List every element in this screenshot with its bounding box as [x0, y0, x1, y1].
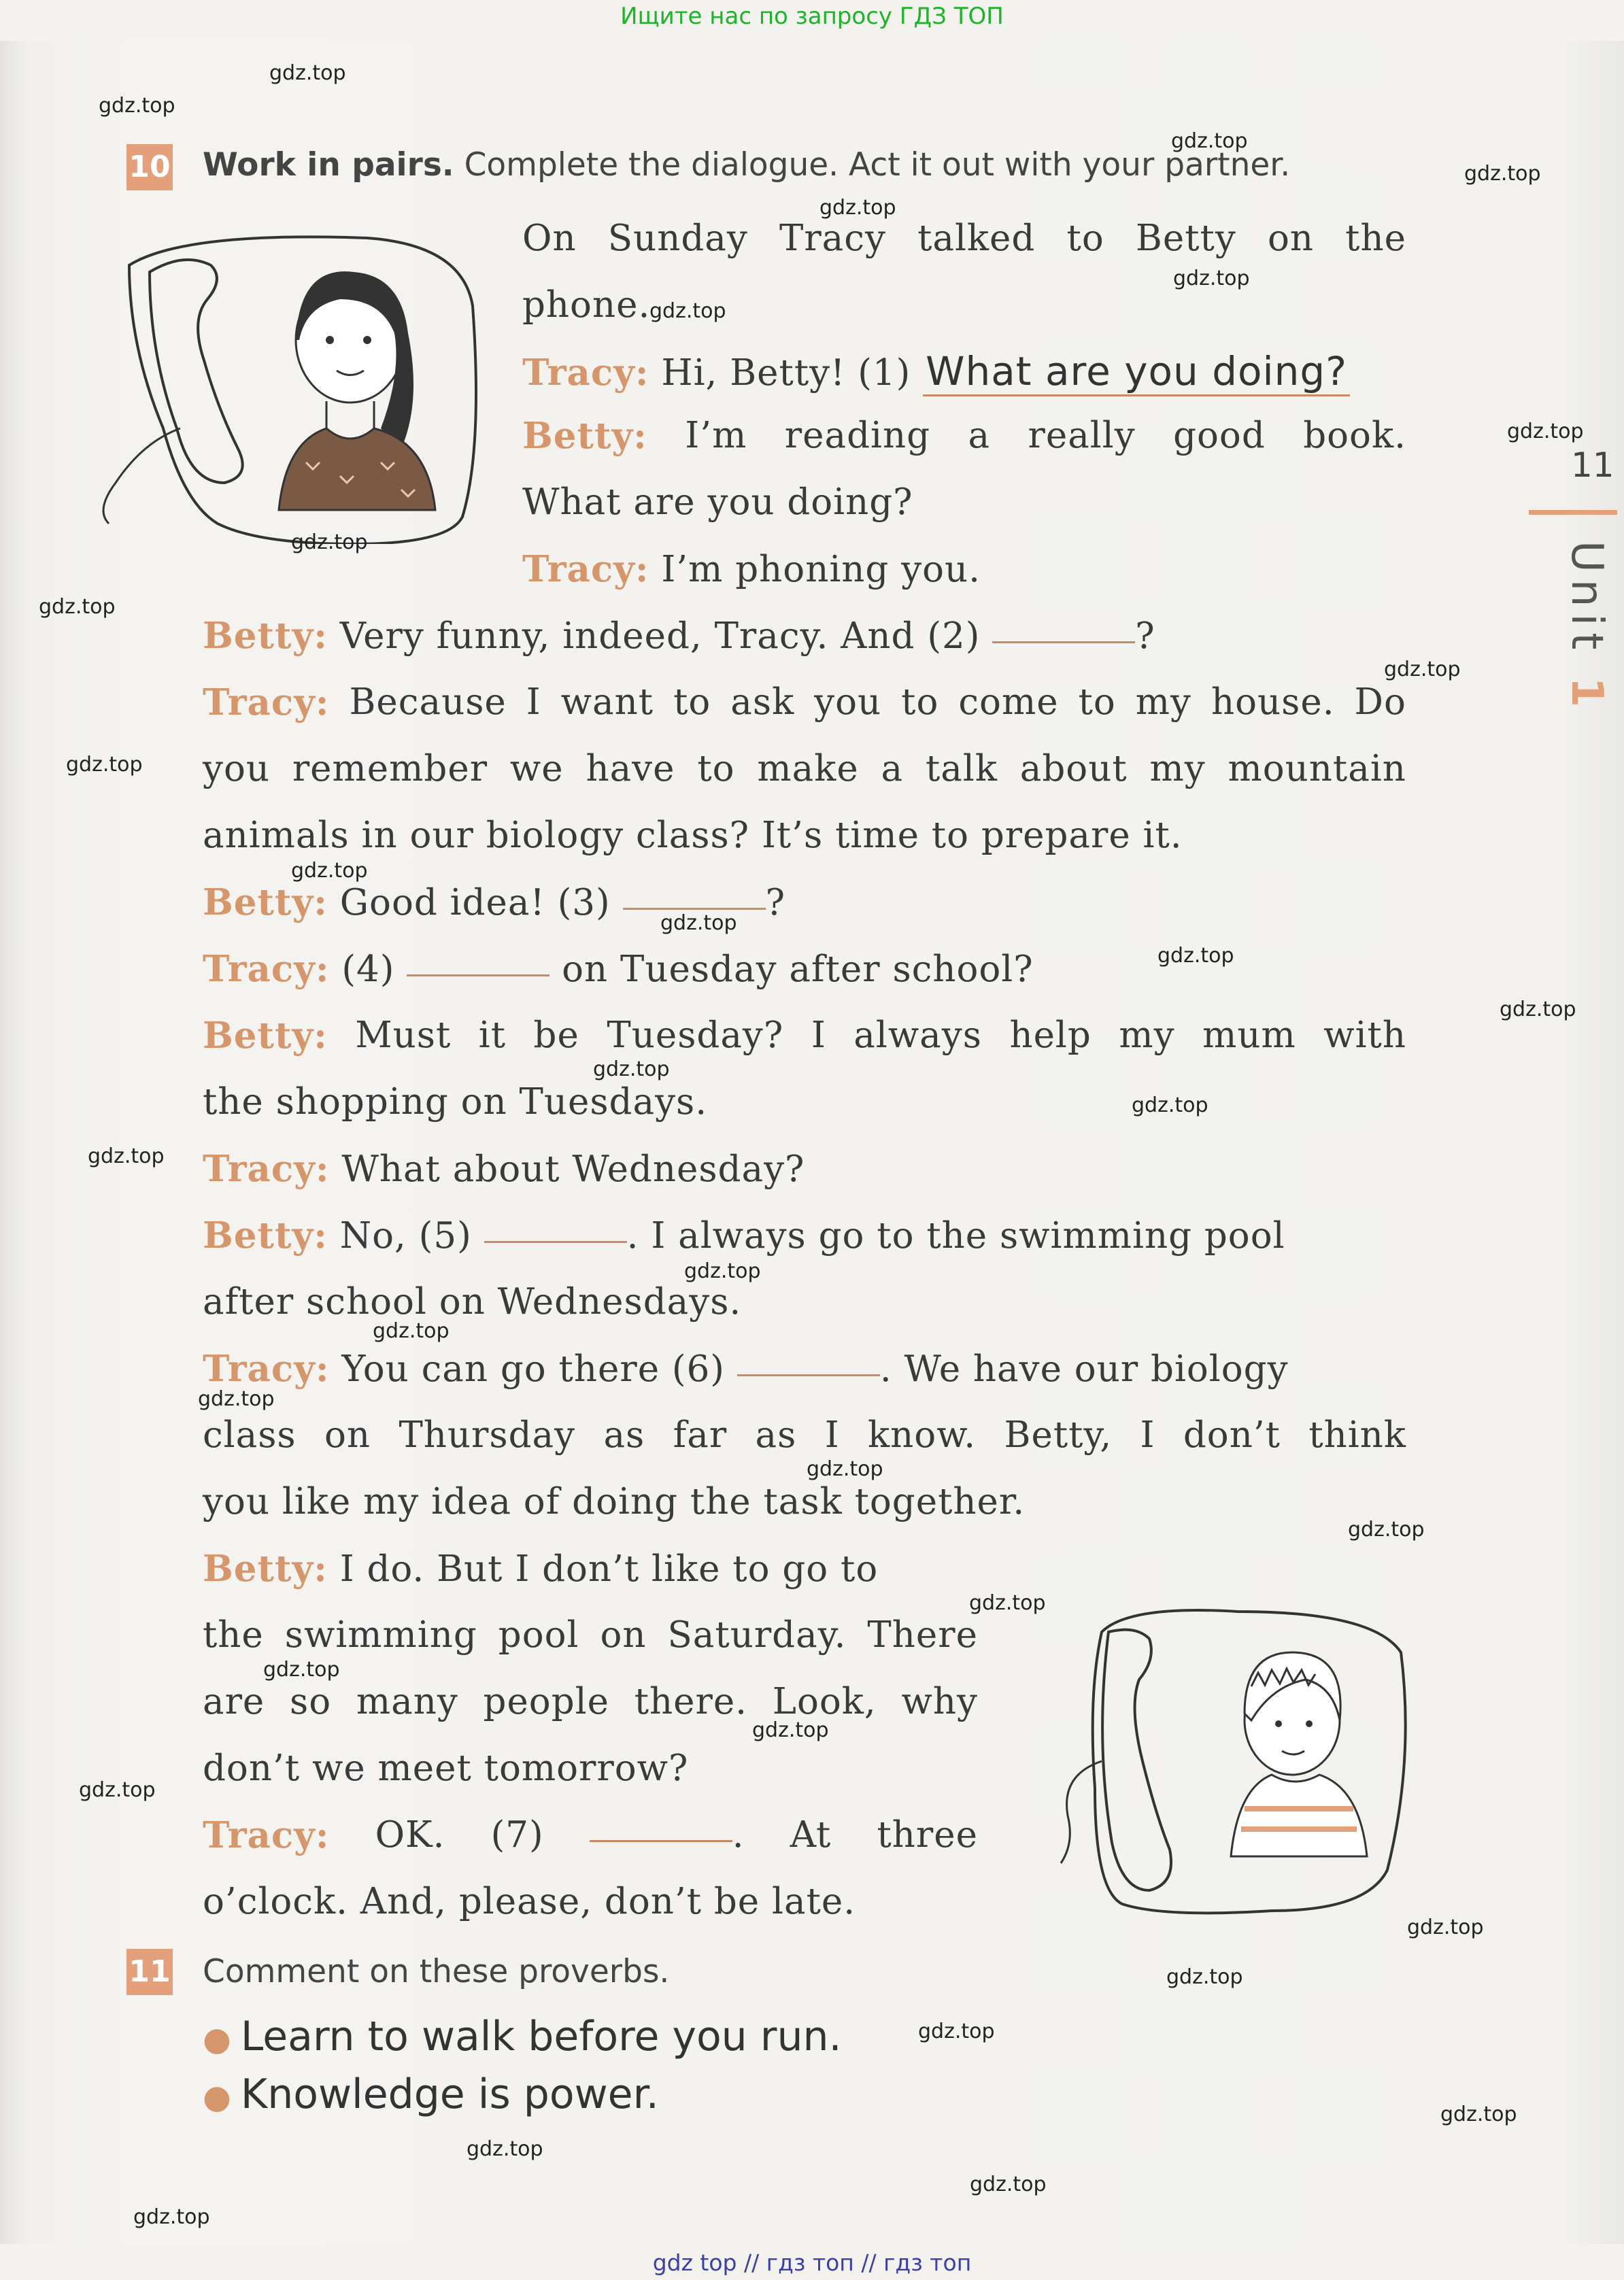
word: Must: [355, 1015, 452, 1056]
bottom-banner[interactable]: gdz top // гдз топ // гдз топ: [652, 2249, 972, 2276]
word: with: [1323, 1015, 1406, 1056]
exercise-11-instruction: Comment on these proverbs.: [203, 1953, 670, 1990]
word: you: [203, 748, 270, 789]
dialogue-text: (4): [341, 949, 395, 990]
word: three: [877, 1814, 978, 1856]
word: it: [478, 1015, 507, 1056]
girl-phone-illustration: [82, 224, 503, 544]
word: Saturday.: [667, 1614, 847, 1656]
word: There: [867, 1614, 978, 1656]
unit-number: 1: [1561, 677, 1612, 715]
word: so: [290, 1681, 332, 1722]
word: good: [1173, 415, 1266, 456]
word: my: [1149, 748, 1206, 789]
dialogue-line: What are you doing?: [522, 481, 913, 523]
word: far: [673, 1414, 728, 1456]
word: Look,: [772, 1681, 877, 1722]
watermark: gdz.top: [198, 1387, 275, 1411]
dialogue-line: animals in our biology class? It’s time to prepare it.: [203, 815, 1183, 856]
boy-phone-illustration: [1047, 1584, 1428, 1938]
word: house.: [1211, 681, 1335, 723]
dialogue-text: Good idea! (3): [339, 882, 611, 923]
speaker-tracy: Tracy:: [522, 352, 649, 394]
dialogue-line: you like my idea of doing the task together.: [203, 1481, 1026, 1522]
dialogue-line: [203, 1681, 978, 1722]
word: a: [968, 415, 991, 456]
dialogue-line: [203, 1214, 1285, 1257]
dialogue-line: [203, 1148, 805, 1190]
word: ask: [730, 681, 795, 723]
word: mum: [1202, 1015, 1296, 1056]
word: a: [881, 748, 904, 789]
word: I: [811, 1015, 826, 1056]
unit-label: [1561, 541, 1612, 714]
word: many: [356, 1681, 458, 1722]
word: there.: [634, 1681, 748, 1722]
watermark: gdz.top: [1348, 1518, 1425, 1542]
word: always: [853, 1015, 982, 1056]
word: Betty,: [1004, 1414, 1113, 1456]
word: about: [1019, 748, 1128, 789]
word: Sunday: [607, 218, 748, 259]
word: you: [814, 681, 882, 723]
watermark: gdz.top: [807, 1457, 883, 1481]
word: be: [533, 1015, 579, 1056]
watermark: gdz.top: [263, 1658, 340, 1682]
watermark: gdz.top: [1132, 1093, 1208, 1117]
watermark: gdz.top: [79, 1778, 156, 1802]
word: Tracy: [779, 218, 886, 259]
word: to: [697, 748, 735, 789]
watermark: gdz.top: [819, 196, 896, 220]
word: as: [603, 1414, 645, 1456]
word: mountain: [1228, 748, 1406, 789]
dialogue-text: . We have our biology: [879, 1348, 1289, 1390]
word: we: [509, 748, 564, 789]
word: talked: [917, 218, 1036, 259]
watermark: gdz.top: [88, 1144, 165, 1168]
watermark: gdz.top: [918, 2020, 995, 2043]
speaker-betty: Betty:: [203, 1214, 328, 1257]
word: Do: [1354, 681, 1406, 723]
word: talk: [925, 748, 998, 789]
speaker-betty: Betty:: [522, 415, 647, 457]
answer-number: (1): [858, 352, 911, 394]
word: have: [586, 748, 675, 789]
watermark: gdz.top: [969, 1591, 1046, 1615]
watermark: gdz.top: [649, 299, 726, 323]
answer-blank-2[interactable]: [992, 634, 1135, 643]
word: people: [483, 1681, 609, 1722]
proverb-text: Knowledge is power.: [240, 2071, 659, 2118]
watermark: gdz.top: [684, 1259, 761, 1283]
speaker-tracy: Tracy:: [203, 681, 330, 724]
watermark: gdz.top: [1500, 998, 1576, 1021]
watermark: gdz.top: [291, 530, 368, 554]
watermark: gdz.top: [1166, 1965, 1243, 1989]
word: on: [1267, 218, 1314, 259]
word: I: [526, 681, 541, 723]
dialogue-text: No, (5): [339, 1215, 472, 1257]
word: I: [1140, 1414, 1155, 1456]
word: the: [1345, 218, 1406, 259]
watermark: gdz.top: [970, 2173, 1047, 2196]
watermark: gdz.top: [1384, 658, 1461, 681]
answer-blank-7[interactable]: [590, 1833, 732, 1842]
proverb-item: [203, 2071, 659, 2118]
word: At: [790, 1814, 832, 1856]
intro-line-2: phone.: [522, 284, 651, 326]
answer-blank-4[interactable]: [407, 968, 549, 976]
word: to: [673, 681, 711, 723]
dialogue-text: on Tuesday after school?: [562, 949, 1034, 990]
word: Thursday: [399, 1414, 576, 1456]
word: Because: [349, 681, 507, 723]
word: are: [203, 1681, 265, 1722]
proverb-text: Learn to walk before you run.: [240, 2013, 842, 2060]
watermark: gdz.top: [593, 1057, 670, 1081]
watermark: gdz.top: [291, 859, 368, 883]
dialogue-line: [203, 748, 1406, 789]
watermark: gdz.top: [1507, 420, 1584, 443]
speaker-betty: Betty:: [203, 881, 328, 923]
watermark: gdz.top: [1157, 944, 1234, 968]
dialogue-line: don’t we meet tomorrow?: [203, 1748, 689, 1789]
question-mark: ?: [1135, 615, 1155, 657]
dialogue-line: [203, 1348, 1289, 1390]
speaker-tracy: Tracy:: [203, 1814, 330, 1856]
page-number: 11: [1571, 445, 1614, 485]
watermark: gdz.top: [1407, 1916, 1484, 1939]
word: (7): [490, 1814, 544, 1856]
speaker-tracy: Tracy:: [203, 1148, 330, 1190]
word: On: [522, 218, 577, 259]
word: why: [901, 1681, 978, 1722]
exercise-11-number: 11: [126, 1949, 173, 1995]
watermark: gdz.top: [66, 753, 143, 777]
word: my: [1135, 681, 1191, 723]
top-banner[interactable]: Ищите нас по запросу ГДЗ ТОП: [620, 3, 1004, 30]
intro-line-1: [522, 218, 1406, 259]
dialogue-line: [522, 548, 981, 590]
word: I: [824, 1414, 840, 1456]
watermark: gdz.top: [39, 595, 116, 619]
watermark: gdz.top: [1173, 267, 1250, 290]
word: class: [203, 1414, 297, 1456]
unit-word: Unit: [1561, 541, 1612, 657]
word: on: [600, 1614, 647, 1656]
unit-rule: [1529, 510, 1617, 515]
watermark: gdz.top: [269, 61, 346, 85]
dialogue-line: [203, 1414, 1406, 1456]
dialogue-text: I’m phoning you.: [661, 549, 981, 590]
dialogue-line: [203, 1015, 1406, 1057]
dialogue-line: [203, 681, 1406, 724]
dialogue-line: [203, 615, 1155, 657]
word: remember: [292, 748, 488, 789]
instruction-rest: Complete the dialogue. Act it out with your partner.: [454, 146, 1291, 184]
word: reading: [784, 415, 931, 456]
bullet-icon: ●: [203, 2020, 231, 2058]
word: help: [1009, 1015, 1092, 1056]
proverb-item: [203, 2013, 842, 2060]
word: my: [1119, 1015, 1175, 1056]
word: know.: [868, 1414, 977, 1456]
speaker-betty: Betty:: [203, 1548, 328, 1590]
word: to: [1078, 681, 1116, 723]
dialogue-line: after school on Wednesdays.: [203, 1281, 742, 1323]
word: don’t: [1183, 1414, 1281, 1456]
watermark: gdz.top: [467, 2137, 543, 2161]
speaker-betty: Betty:: [203, 1015, 328, 1057]
exercise-10-number: 10: [126, 144, 173, 190]
dialogue-text: I do. But I don’t like to go to: [339, 1548, 879, 1590]
watermark: gdz.top: [133, 2205, 210, 2229]
word: Tuesday?: [607, 1015, 784, 1056]
word: make: [757, 748, 859, 789]
word: on: [324, 1414, 371, 1456]
answer-blank-3[interactable]: [623, 901, 766, 910]
speaker-betty: Betty:: [203, 615, 328, 657]
word: want: [560, 681, 654, 723]
exercise-10-instruction: [203, 146, 1290, 184]
word: OK.: [375, 1814, 445, 1856]
dialogue-text: Very funny, indeed, Tracy. And (2): [339, 615, 981, 657]
dialogue-line: [522, 415, 1406, 457]
bullet-icon: ●: [203, 2078, 231, 2116]
word: Betty: [1135, 218, 1236, 259]
watermark: gdz.top: [1464, 162, 1541, 186]
word: really: [1028, 415, 1136, 456]
watermark: gdz.top: [660, 911, 737, 935]
dialogue-line: [203, 948, 1034, 990]
word: to: [901, 681, 939, 723]
watermark: gdz.top: [752, 1718, 829, 1742]
speaker-tracy: Tracy:: [203, 948, 330, 990]
question-mark: ?: [765, 882, 785, 923]
dialogue-text: Hi, Betty!: [661, 352, 846, 394]
word: to: [1066, 218, 1104, 259]
word: pool: [498, 1614, 579, 1656]
answer-blank-5[interactable]: [484, 1234, 627, 1243]
word: think: [1308, 1414, 1406, 1456]
dialogue-line: o’clock. And, please, don’t be late.: [203, 1881, 856, 1922]
instruction-bold: Work in pairs.: [203, 146, 454, 184]
answer-1-handwritten[interactable]: What are you doing?: [923, 348, 1350, 396]
dialogue-line: the shopping on Tuesdays.: [203, 1081, 708, 1123]
dialogue-text: . I always go to the swimming pool: [626, 1215, 1285, 1257]
watermark: gdz.top: [99, 94, 175, 118]
word: I’m: [685, 415, 747, 456]
word: come: [958, 681, 1059, 723]
dialogue-text: You can go there (6): [341, 1348, 725, 1390]
word: as: [755, 1414, 797, 1456]
answer-blank-6[interactable]: [737, 1367, 880, 1376]
word: swimming: [284, 1614, 477, 1656]
speaker-tracy: Tracy:: [203, 1348, 330, 1390]
dialogue-text: What about Wednesday?: [341, 1148, 805, 1190]
watermark: gdz.top: [1171, 129, 1248, 153]
watermark: gdz.top: [1440, 2103, 1517, 2126]
watermark: gdz.top: [373, 1319, 450, 1343]
word: .: [732, 1814, 745, 1856]
dialogue-line: [203, 1814, 978, 1856]
word: the: [203, 1614, 264, 1656]
dialogue-line: [203, 1548, 878, 1590]
dialogue-line: [522, 348, 1350, 394]
word: book.: [1303, 415, 1406, 456]
dialogue-line: [203, 1614, 978, 1656]
speaker-tracy: Tracy:: [522, 548, 649, 590]
